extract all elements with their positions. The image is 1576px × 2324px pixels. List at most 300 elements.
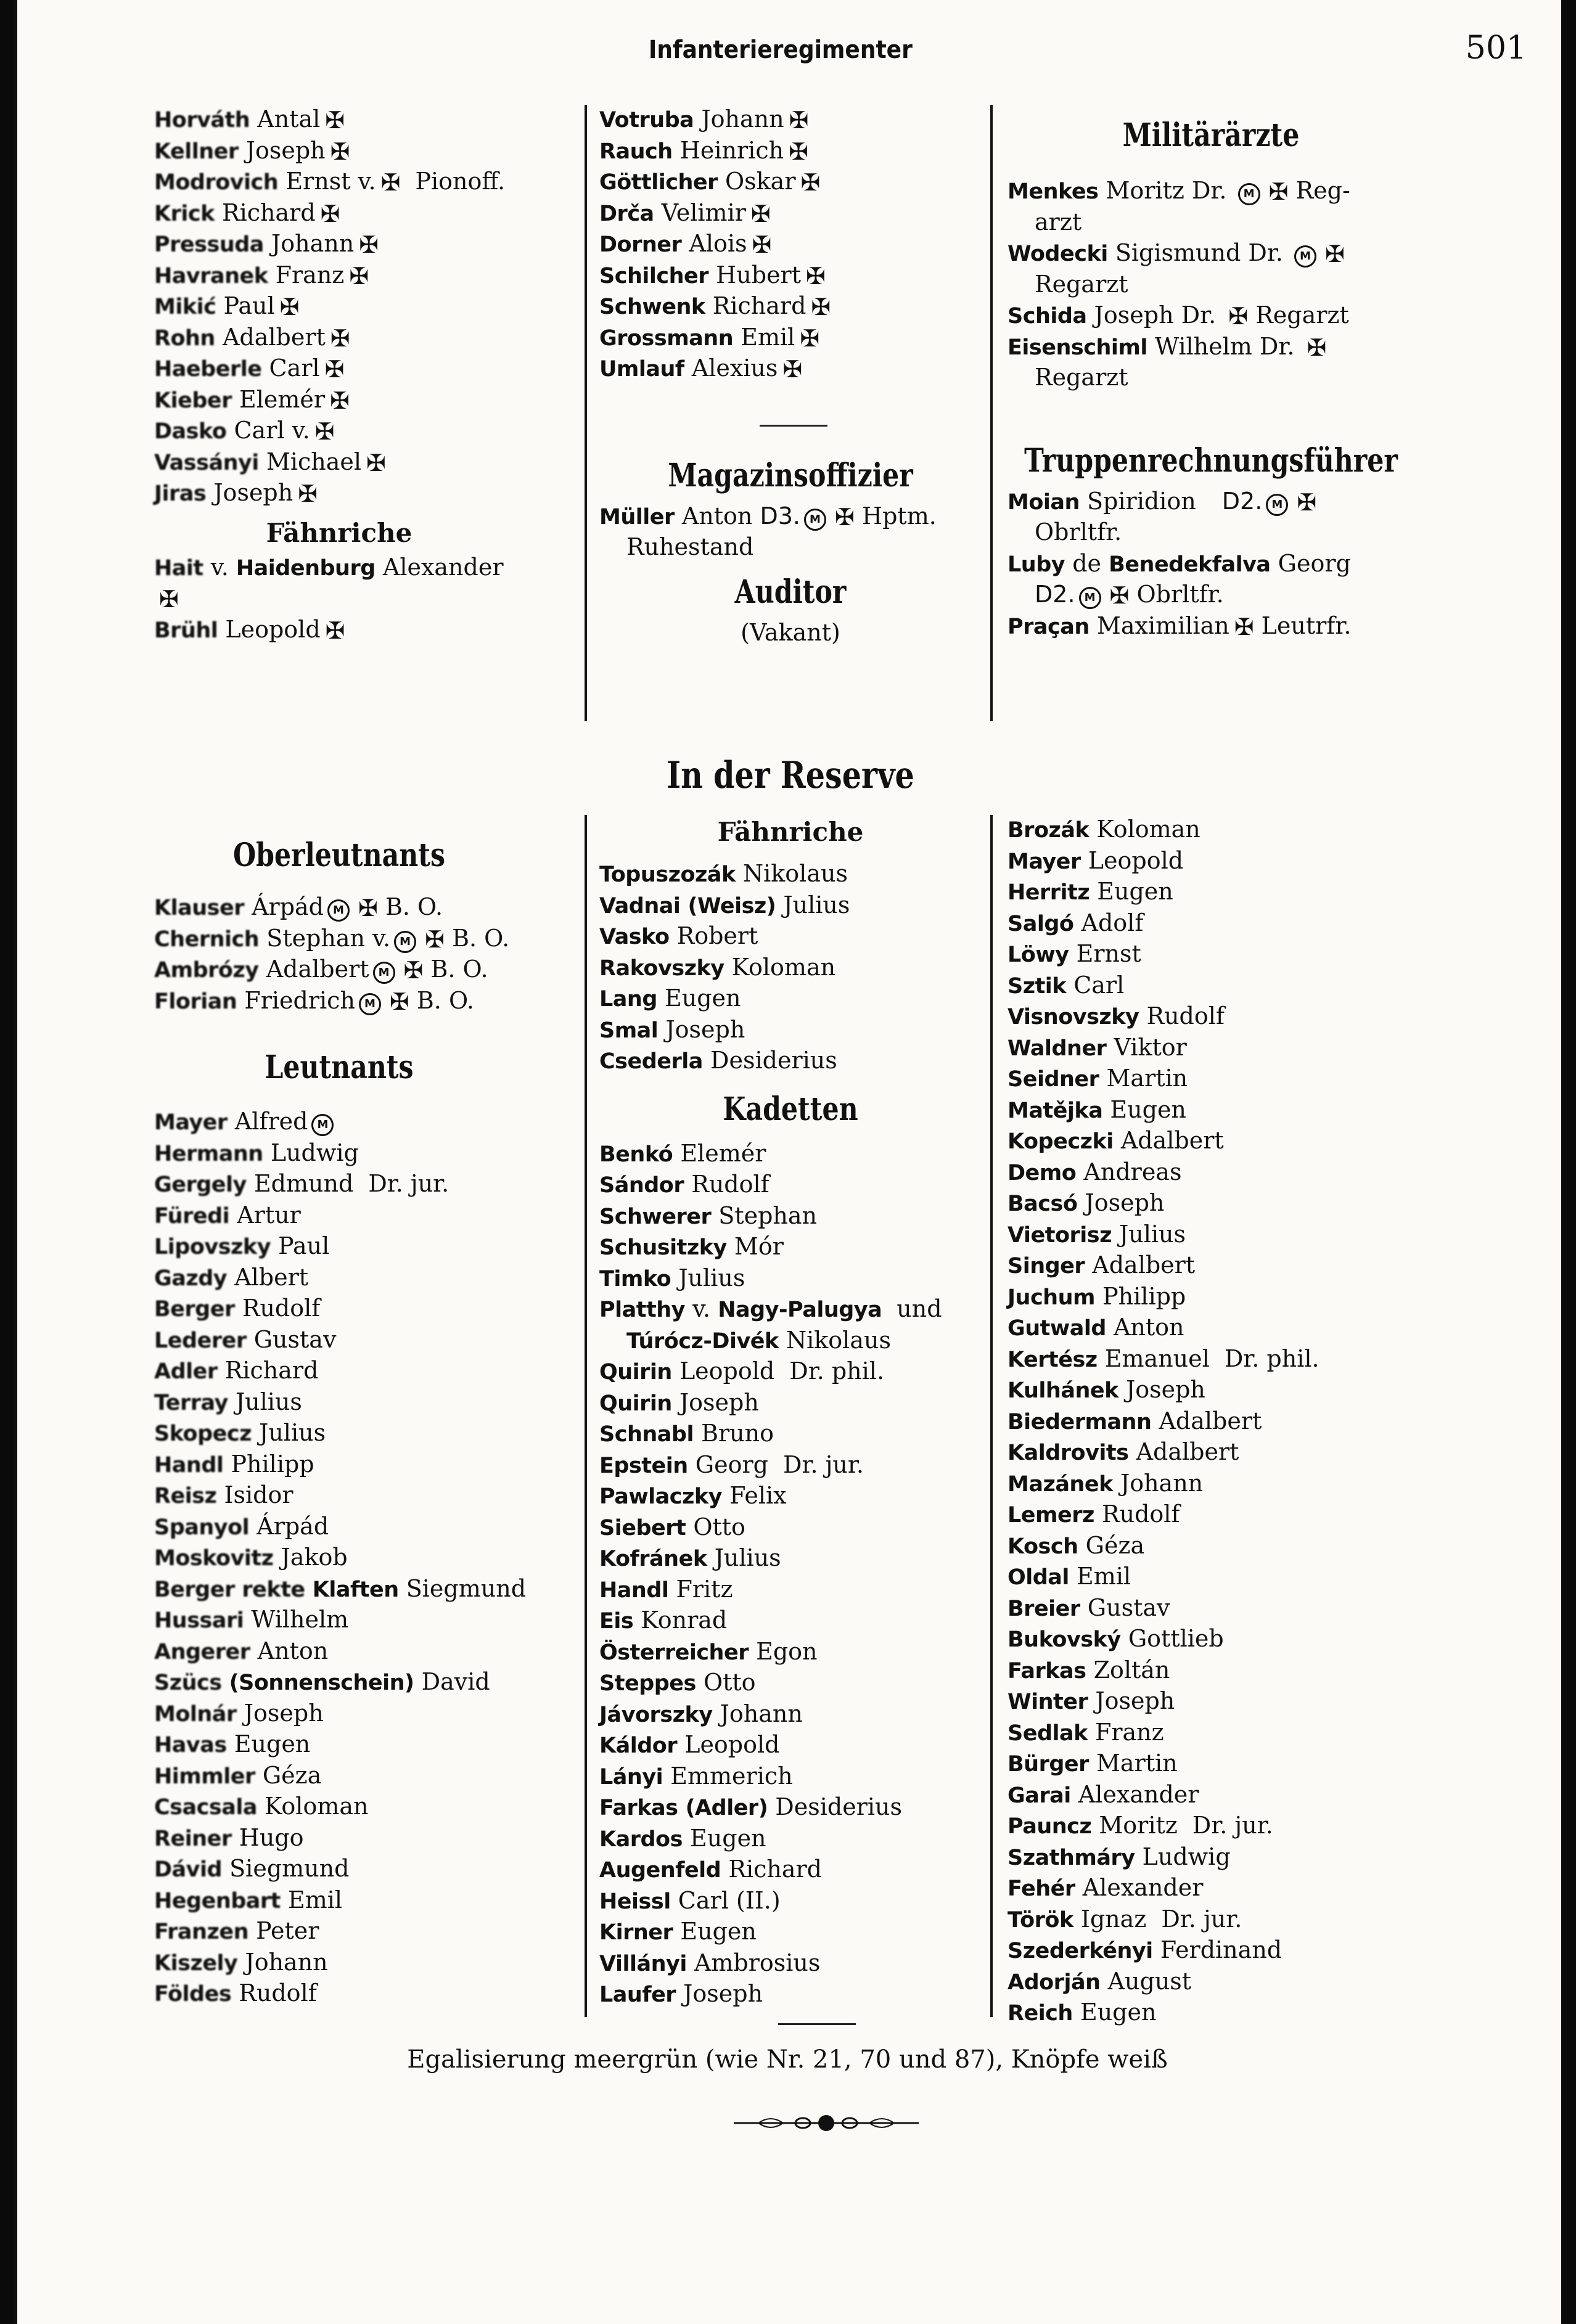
given-name: Ludwig <box>1142 1843 1231 1870</box>
surname: Menkes <box>1008 179 1099 204</box>
list-item <box>154 954 586 985</box>
surname: Österreicher <box>599 1640 749 1665</box>
surname: Klauser <box>154 896 244 920</box>
list-item <box>1008 1156 1439 1188</box>
given-name: Eugen <box>690 1824 766 1852</box>
surname: Garai <box>1008 1783 1071 1808</box>
given-name: Georg <box>695 1450 768 1478</box>
list-item <box>154 1106 586 1137</box>
given-name: Egon <box>756 1637 818 1665</box>
surname: Schwerer <box>599 1204 712 1229</box>
list-item <box>1008 1966 1439 1997</box>
given-name: Ernst <box>1076 940 1141 967</box>
suffix: B. O. <box>385 893 443 920</box>
list-continuation: Ruhestand <box>626 533 754 560</box>
given-name: Richard <box>712 292 806 319</box>
given-name: Julius <box>259 1419 326 1446</box>
list-item <box>154 1947 586 1978</box>
fahnriche-heading: Fähnriche <box>266 517 412 548</box>
cross-icon: ✠ <box>750 200 771 227</box>
given-name: Rudolf <box>691 1171 770 1198</box>
class-label: D2. <box>1221 487 1263 515</box>
surname: Mayer <box>154 1110 228 1135</box>
surname: Drča <box>599 201 654 226</box>
given-name: Joseph <box>1085 1189 1165 1216</box>
medal-icon: M <box>1294 245 1316 268</box>
running-title: Infanterieregimenter <box>649 36 913 64</box>
surname: Schida <box>1008 304 1087 329</box>
medal-icon: M <box>1079 587 1101 609</box>
surname: Reiner <box>154 1826 232 1851</box>
surname: Vadnai <box>599 893 681 919</box>
list-item <box>1008 1779 1439 1811</box>
list-item <box>1008 1904 1439 1935</box>
given-name: Edmund <box>253 1170 354 1197</box>
column-rule <box>585 815 587 2017</box>
cross-icon: ✠ <box>425 925 445 953</box>
surname: Mikić <box>154 295 216 319</box>
given-name: Artur <box>237 1201 301 1229</box>
medal-icon: M <box>1266 494 1288 516</box>
list-item <box>1008 1436 1439 1468</box>
list-item <box>1008 1872 1439 1904</box>
list-item <box>599 1262 1006 1294</box>
cross-icon: ✠ <box>349 262 369 290</box>
surname: Lang <box>599 987 657 1012</box>
suffix: B. O. <box>416 986 474 1014</box>
given-name: Koloman <box>1096 816 1200 843</box>
given-name: Franz <box>275 261 345 288</box>
given-name: Jakob <box>281 1544 348 1571</box>
surname: Grossmann <box>599 325 734 351</box>
given-name: Johann <box>701 105 784 133</box>
note: Dr. phil. <box>789 1357 885 1385</box>
list-item <box>154 384 586 415</box>
surname: Lederer <box>154 1328 247 1353</box>
surname: Juchum <box>1008 1285 1095 1310</box>
class-label: D3. <box>760 502 801 530</box>
list-item <box>599 1356 1006 1387</box>
surname: Chernich <box>154 927 260 952</box>
given-name: Ludwig <box>270 1139 359 1166</box>
surname: Singer <box>1008 1254 1085 1279</box>
surname: Brühl <box>154 618 218 643</box>
scan-border <box>14 0 17 2324</box>
list-item <box>1008 1374 1439 1405</box>
given-name: Sigismund Dr. <box>1115 239 1283 266</box>
surname: Kellner <box>154 139 239 164</box>
medal-icon: M <box>311 1114 334 1136</box>
list-item <box>599 1605 1006 1636</box>
list-item <box>154 135 586 166</box>
cross-icon: ✠ <box>800 169 821 196</box>
surname: Berger rekte <box>154 1577 305 1602</box>
rechnung-heading: Truppenrechnungsführer <box>1024 441 1398 480</box>
list-item <box>154 552 586 583</box>
surname-2: Nagy-Palugya <box>718 1298 882 1322</box>
given-name: Eugen <box>1110 1095 1186 1123</box>
cross-icon: ✠ <box>1228 303 1249 330</box>
cross-icon: ✠ <box>752 231 772 258</box>
surname: Kofránek <box>599 1547 707 1571</box>
spacer <box>1008 393 1427 436</box>
surname: Hait <box>154 555 203 581</box>
list-continuation: Regarzt <box>1035 270 1128 298</box>
surname: Skopecz <box>154 1422 252 1446</box>
surname: Jávorszky <box>599 1702 713 1727</box>
egalisierung-note: Egalisierung meergrün (wie Nr. 21, 70 und 87), Knöpfe weiß <box>407 2045 1168 2074</box>
magazin-heading: Magazinsoffizier <box>668 456 913 494</box>
list-item <box>154 1230 586 1262</box>
list-item <box>599 1231 1006 1262</box>
given-name: Emanuel <box>1104 1344 1210 1372</box>
given-name: Ernst v. <box>285 168 376 195</box>
given-name: Paul <box>278 1232 330 1259</box>
list-item <box>599 1138 1006 1169</box>
given-name: Rudolf <box>1146 1002 1225 1029</box>
given-name: Emil <box>741 323 795 351</box>
list-item <box>599 228 1006 260</box>
surname-2: (Adler) <box>685 1796 768 1820</box>
kadetten-heading: Kadetten <box>723 1090 858 1128</box>
given-name: Rudolf <box>1101 1500 1180 1528</box>
list-continuation: Regarzt <box>1035 364 1128 391</box>
given-name: Zoltán <box>1093 1656 1170 1684</box>
list-item <box>154 477 586 509</box>
list-item <box>1008 970 1439 1001</box>
given-name: Richard <box>224 1357 319 1384</box>
surname: Angerer <box>154 1639 250 1664</box>
surname: Moskovitz <box>154 1546 274 1571</box>
surname: Augenfeld <box>599 1858 721 1883</box>
list-item <box>154 1168 586 1200</box>
list-item <box>154 1915 586 1947</box>
surname: Quirin <box>599 1360 672 1385</box>
list-item <box>154 1635 586 1667</box>
list-item <box>1008 300 1427 331</box>
list-item <box>599 1885 1006 1917</box>
list-item <box>599 1387 1006 1418</box>
surname: Spanyol <box>154 1515 250 1540</box>
given-name: Leopold <box>1088 846 1184 874</box>
given-name: Siegmund <box>229 1855 350 1882</box>
surname: Rakovszky <box>599 955 724 981</box>
list-item <box>1008 1343 1439 1375</box>
list-item <box>1008 486 1427 517</box>
list-item <box>1008 1094 1439 1126</box>
surname: Szücs <box>154 1671 222 1695</box>
given-name: Alexander <box>382 553 504 581</box>
given-name: Carl <box>269 354 320 382</box>
reserve-column-1 <box>154 831 586 2009</box>
list-item <box>599 166 1006 197</box>
surname: Adorján <box>1008 1970 1101 1995</box>
surname: Adler <box>154 1359 218 1384</box>
cross-icon: ✠ <box>330 324 350 352</box>
given-name: Eugen <box>1080 1999 1157 2026</box>
given-name: Antal <box>257 105 321 133</box>
list-item <box>1008 1063 1439 1094</box>
given-name: David <box>421 1668 490 1695</box>
surname: Bürger <box>1008 1752 1089 1777</box>
list-item <box>599 1698 1006 1730</box>
given-name: Andreas <box>1083 1158 1182 1185</box>
list-item <box>599 1854 1006 1885</box>
surname: Farkas <box>1008 1658 1086 1684</box>
list-item <box>154 353 586 384</box>
list-item <box>1008 1499 1439 1530</box>
surname: Villányi <box>599 1951 687 1976</box>
cross-icon: ✠ <box>366 449 386 477</box>
list-item <box>599 1574 1006 1605</box>
cross-icon: ✠ <box>789 137 808 165</box>
given-name: Eugen <box>665 984 741 1012</box>
given-name: Julius <box>783 891 850 919</box>
list-item <box>154 197 586 229</box>
list-item <box>599 1325 1006 1356</box>
list-item <box>1008 1405 1439 1437</box>
surname-2: Haidenburg <box>236 555 376 581</box>
surname: Smal <box>599 1018 659 1043</box>
given-name: Rudolf <box>239 1979 317 2007</box>
given-name: Koloman <box>265 1793 369 1820</box>
medal-icon: M <box>394 931 416 953</box>
surname: Demo <box>1008 1160 1077 1185</box>
surname: Kiszely <box>154 1950 238 1976</box>
list-item <box>599 1978 1006 2010</box>
list-item <box>154 415 586 446</box>
list-item <box>599 353 1006 384</box>
given-name: Johann <box>720 1700 803 1727</box>
rank: Reg- <box>1295 177 1350 204</box>
short-divider <box>760 425 827 427</box>
given-name: Adalbert <box>266 955 369 983</box>
list-item <box>1008 938 1439 970</box>
list-item <box>154 1355 586 1386</box>
surname: Lányi <box>599 1764 663 1790</box>
given-name: Johann <box>271 230 355 257</box>
list-item <box>1008 907 1439 939</box>
given-name: Gottlieb <box>1128 1625 1224 1652</box>
cross-icon: ✠ <box>330 387 350 414</box>
medal-icon: M <box>1238 183 1260 205</box>
list-item <box>1008 1000 1439 1032</box>
surname: Mayer <box>1008 849 1081 874</box>
surname: Gutwald <box>1008 1316 1106 1341</box>
surname: Vassányi <box>154 450 259 475</box>
list-item <box>599 135 1006 166</box>
surname: Quirin <box>599 1391 672 1416</box>
top-column-2 <box>599 104 1006 648</box>
surname: Platthy <box>599 1298 685 1322</box>
given-name: Joseph <box>679 1388 759 1416</box>
surname: Visnovszky <box>1008 1005 1139 1029</box>
surname: Herritz <box>1008 880 1090 905</box>
given-name: Otto <box>703 1669 756 1696</box>
cross-icon: ✠ <box>1268 178 1289 205</box>
cross-icon: ✠ <box>811 293 831 321</box>
reserve-column-2 <box>599 814 1006 2010</box>
given-name: Eugen <box>1097 878 1173 905</box>
list-item <box>1008 1468 1439 1499</box>
given-name: Anton <box>257 1637 329 1664</box>
auditor-heading: Auditor <box>734 573 847 611</box>
surname: Jiras <box>154 481 207 506</box>
list-item <box>154 1293 586 1324</box>
given-name: Ignaz <box>1080 1905 1147 1933</box>
list-item <box>1008 1530 1439 1561</box>
given-name: Anton <box>681 502 753 530</box>
surname: Gergely <box>154 1172 247 1197</box>
given-name: Moritz Dr. <box>1106 177 1227 204</box>
surname: Schnabl <box>599 1422 694 1447</box>
given-name: Spiridion <box>1087 487 1196 515</box>
surname: Szathmáry <box>1008 1845 1135 1870</box>
list-item <box>154 923 586 954</box>
list-item <box>154 228 586 260</box>
auditor-status: (Vakant) <box>741 618 840 646</box>
surname: Vasko <box>599 925 670 949</box>
cross-icon: ✠ <box>314 418 335 445</box>
medal-icon: M <box>804 509 826 531</box>
list-item <box>154 446 586 478</box>
list-item <box>599 322 1006 353</box>
surname: Káldor <box>599 1733 678 1758</box>
given-name: Georg <box>1278 549 1351 577</box>
list-item <box>599 104 1006 135</box>
cross-icon: ✠ <box>789 107 809 134</box>
surname: Lemerz <box>1008 1503 1094 1528</box>
given-name: Stephan <box>718 1201 818 1229</box>
list-item <box>599 501 1006 532</box>
medal-icon: M <box>373 962 395 984</box>
surname: Schilcher <box>599 263 709 288</box>
given-name: Hubert <box>716 261 801 288</box>
name-particle: v. <box>692 1295 711 1322</box>
surname: Winter <box>1008 1690 1088 1714</box>
surname: Oldal <box>1008 1565 1069 1590</box>
top-column-3 <box>1008 111 1427 641</box>
surname: Franzen <box>154 1920 248 1944</box>
given-name: Árpád <box>252 893 324 920</box>
surname: Florian <box>154 989 237 1014</box>
list-item <box>599 1823 1006 1854</box>
cross-icon: ✠ <box>324 356 345 383</box>
list-continuation: arzt <box>1035 208 1082 235</box>
surname: Ambrózy <box>154 958 259 983</box>
list-item <box>1008 175 1427 207</box>
surname: Eis <box>599 1609 634 1634</box>
given-name: Alexander <box>1082 1874 1204 1901</box>
list-item <box>154 1698 586 1729</box>
surname: Siebert <box>599 1515 686 1540</box>
reserve-title: In der Reserve <box>667 754 914 797</box>
list-item <box>154 1479 586 1511</box>
cross-icon: ✠ <box>1109 582 1130 609</box>
surname: Handl <box>154 1452 224 1478</box>
given-name: Otto <box>693 1513 745 1540</box>
given-name: Friedrich <box>244 986 355 1014</box>
list-item <box>599 1200 1006 1232</box>
suffix: B. O. <box>452 924 510 952</box>
list-item <box>154 891 586 923</box>
list-item <box>1008 1997 1439 2028</box>
list-item <box>154 1884 586 1916</box>
list-item <box>154 1386 586 1418</box>
rank: Obrltfr. <box>1136 581 1224 608</box>
given-name: Gustav <box>253 1325 337 1353</box>
list-item <box>599 1169 1006 1200</box>
surname: Kaldrovits <box>1008 1441 1129 1465</box>
surname: Praçan <box>1008 614 1090 639</box>
list-item <box>154 260 586 291</box>
surname: Hermann <box>154 1141 263 1166</box>
given-name: Martin <box>1106 1065 1188 1092</box>
given-name: Joseph <box>665 1015 745 1043</box>
surname: Lipovszky <box>154 1235 271 1259</box>
medal-icon: M <box>327 899 350 922</box>
surname-2: Benedekfalva <box>1109 552 1271 577</box>
cross-icon: ✠ <box>380 169 401 196</box>
surname: Bukovský <box>1008 1627 1121 1652</box>
list-item <box>154 1822 586 1854</box>
surname: Földes <box>154 1982 232 2007</box>
cross-line <box>154 583 586 614</box>
given-name: Richard <box>222 198 316 226</box>
surname: Farkas <box>599 1796 678 1820</box>
surname: Szederkényi <box>1008 1939 1153 1963</box>
top-column-1 <box>154 104 586 645</box>
list-item <box>599 1667 1006 1698</box>
cross-icon: ✠ <box>389 988 409 1015</box>
list-item <box>154 1760 586 1791</box>
list-item <box>599 1449 1006 1481</box>
given-name: Stephan v. <box>266 924 391 952</box>
list-item <box>1008 1748 1439 1779</box>
given-name: Mór <box>734 1233 784 1260</box>
surname: Berger <box>154 1297 235 1322</box>
given-name: Joseph <box>1095 1687 1175 1714</box>
list-item <box>1008 1685 1439 1717</box>
list-item <box>599 1916 1006 1947</box>
given-name: Alois <box>689 230 747 257</box>
list-item <box>154 322 586 353</box>
given-name: Adalbert <box>1136 1438 1239 1465</box>
list-item <box>154 1978 586 2009</box>
list-item <box>1008 845 1439 877</box>
surname: Göttlicher <box>599 170 718 195</box>
given-name: Géza <box>1085 1531 1145 1559</box>
given-name: Alexius <box>691 354 778 382</box>
given-name: Joseph <box>245 136 326 164</box>
given-name: Desiderius <box>710 1047 837 1074</box>
surname: Umlauf <box>599 357 684 382</box>
list-item <box>1008 1810 1439 1841</box>
list-item <box>599 1045 1006 1076</box>
given-name: Philipp <box>1102 1282 1186 1310</box>
given-name: Carl <box>1073 971 1125 999</box>
note: Dr. jur. <box>783 1450 864 1478</box>
surname: Wodecki <box>1008 242 1108 266</box>
cross-icon: ✠ <box>1234 613 1254 640</box>
list-item <box>599 1947 1006 1979</box>
surname: Moian <box>1008 489 1080 515</box>
given-name: Maximilian <box>1096 612 1229 639</box>
note: Pionoff. <box>415 168 506 195</box>
list-item <box>1008 1592 1439 1624</box>
note: und <box>897 1295 942 1322</box>
given-name: Hugo <box>239 1823 304 1851</box>
